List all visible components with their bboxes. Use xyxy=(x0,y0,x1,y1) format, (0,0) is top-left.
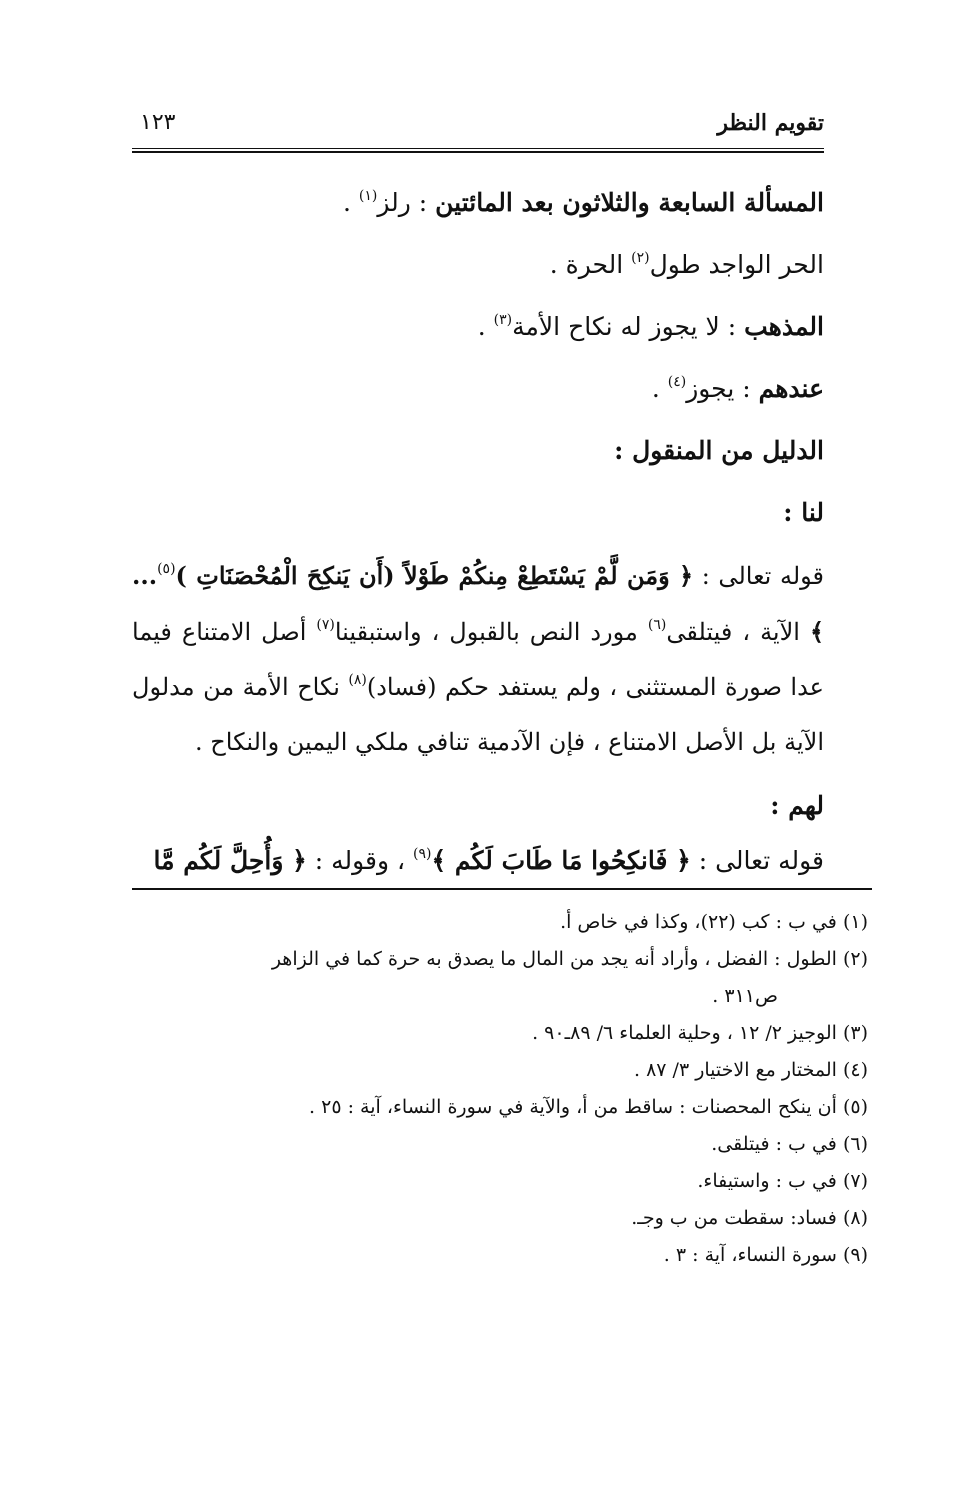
footnote-number: (٨) xyxy=(842,1207,868,1229)
footnote-number: (٣) xyxy=(842,1022,868,1044)
footnote-number: (٧) xyxy=(842,1170,868,1192)
question-line xyxy=(132,172,824,234)
footnote-text: سورة النساء، آية : ٣ . xyxy=(663,1244,837,1266)
indahum-text: : يجوز xyxy=(686,374,751,403)
footnote-text: المختار مع الاختيار ٣/ ٨٧ . xyxy=(633,1059,837,1081)
footnote-ref-6: (٦) xyxy=(647,617,667,633)
footnote-text: في ب : واستيفاء. xyxy=(697,1170,837,1192)
footnote xyxy=(132,1052,868,1089)
footnote-ref-7: (٧) xyxy=(316,617,335,633)
footnote-divider xyxy=(132,888,872,890)
running-title: تقويم النظر xyxy=(717,110,824,136)
footnote-number: (٤) xyxy=(842,1059,868,1081)
question-title: المسألة السابعة والثلاثون بعد المائتين xyxy=(435,188,824,217)
footnote-ref-3: (٣) xyxy=(493,312,513,328)
p2-mid: ، وقوله : xyxy=(306,846,414,875)
footnote xyxy=(132,1163,868,1200)
footnote-number: (٥) xyxy=(842,1096,868,1118)
lahum-heading: لهم : xyxy=(770,791,824,820)
madhab-text: : لا يجوز له نكاح الأمة xyxy=(512,312,737,341)
footnote xyxy=(132,1015,868,1052)
paragraph-ours xyxy=(132,548,824,770)
footnote-number: (٩) xyxy=(842,1244,868,1266)
evidence-heading: الدليل من المنقول : xyxy=(614,436,824,465)
p2-intro: قوله تعالى : xyxy=(690,846,824,875)
statement-text-a: الحر الواجد طول xyxy=(649,250,824,279)
p1-text-b: مورد النص بالقبول ، واستبقينا xyxy=(334,618,648,646)
p2-verse-1: ﴿ فَانكِحُوا مَا طَابَ لَكُم ﴾ xyxy=(431,846,691,875)
statement-line xyxy=(132,234,824,296)
indahum-label: عندهم xyxy=(758,374,824,403)
question-code-end: . xyxy=(342,188,359,217)
footnote xyxy=(132,941,868,1015)
footnote-text: في ب : فيتلقى. xyxy=(711,1133,837,1155)
statement-text-b: الحرة . xyxy=(549,250,632,279)
footnotes xyxy=(132,904,868,1274)
main-text xyxy=(132,172,824,888)
p1-verse: ﴿ وَمَن لَّمْ يَسْتَطِعْ مِنكُمْ طَوْلاً (أَن يَنكِحَ الْمُحْصَنَاتِ ) xyxy=(175,561,694,590)
madhab-line xyxy=(132,296,824,358)
footnote-continuation: ص٣١١ . xyxy=(712,985,778,1007)
paragraph-theirs xyxy=(132,833,824,888)
p1-verse-end: ... ﴾ xyxy=(132,561,825,646)
page-number: ١٢٣ xyxy=(140,110,176,135)
footnote xyxy=(132,1200,868,1237)
footnote-ref-4: (٤) xyxy=(667,374,687,390)
madhab-label: المذهب xyxy=(744,312,824,341)
footnote-text: الطول : الفضل ، وأراد أنه يجد من المال ما يصدق به حرة كما في الزاهر xyxy=(271,948,837,970)
indahum-line xyxy=(132,358,824,420)
indahum-end: . xyxy=(651,374,668,403)
footnote-ref-8: (٨) xyxy=(348,672,367,688)
footnote xyxy=(132,1089,868,1126)
footnote-ref-9: (٩) xyxy=(413,846,432,862)
footnote-text: الوجيز ٢/ ١٢ ، وحلية العلماء ٦/ ٨٩ـ٩٠ . xyxy=(532,1022,837,1044)
footnote-text: أن ينكح المحصنات : ساقط من أ، والآية في سورة النساء، آية : ٢٥ . xyxy=(309,1096,837,1118)
footnote-text: فساد: سقطت من ب وجـ. xyxy=(631,1207,837,1229)
p1-text-d: نكاح الأمة من مدلول الآية بل الأصل الامتناع ، فإن الآدمية تنافي ملكي اليمين والنكاح . xyxy=(132,673,824,756)
p1-text-c: أصل الامتناع فيما عدا صورة المستثنى ، ولم يستفد حكم (فساد) xyxy=(132,618,825,701)
footnote-ref-2: (٢) xyxy=(631,250,650,266)
p1-text-a: الآية ، فيتلقى xyxy=(666,618,800,646)
p1-intro: قوله تعالى : xyxy=(693,562,824,590)
p2-verse-2: ﴿ وَأُحِلَّ لَكُم مَّا xyxy=(153,846,307,875)
footnote-text: في ب : كب (٢٢)، وكذا في خاص أ. xyxy=(560,911,837,933)
footnote xyxy=(132,904,868,941)
footnote-number: (٦) xyxy=(842,1133,868,1155)
footnote-ref-5: (٥) xyxy=(157,561,176,577)
footnote-ref-1: (١) xyxy=(358,188,378,204)
footnote xyxy=(132,1126,868,1163)
footnote-number: (٢) xyxy=(842,948,868,970)
page-header xyxy=(132,106,824,149)
madhab-end: . xyxy=(477,312,494,341)
footnote-number: (١) xyxy=(842,911,868,933)
footnote xyxy=(132,1237,868,1274)
lana-heading: لنا : xyxy=(783,498,824,527)
question-code: : رلز xyxy=(377,188,428,217)
